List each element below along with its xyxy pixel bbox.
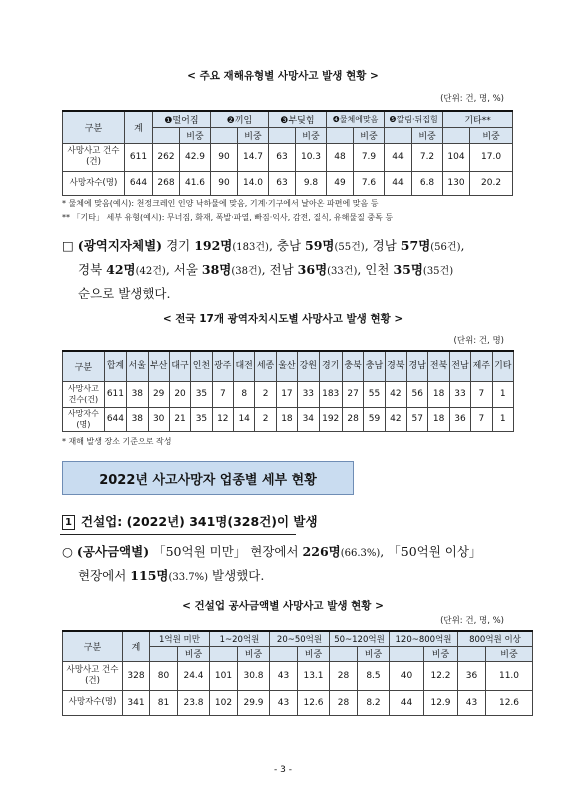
- table-cell: 59: [364, 407, 385, 431]
- table-cell: 49: [327, 171, 354, 195]
- table-cell: 7.2: [412, 143, 443, 171]
- table-cell: 2: [255, 407, 276, 431]
- table-cell: 14.7: [238, 143, 269, 171]
- col-header-ratio: 비중: [412, 127, 443, 143]
- col-header-amount: 20~50억원: [270, 631, 330, 646]
- table-cell: 42: [385, 407, 406, 431]
- table-cell: 183: [319, 381, 342, 407]
- table-cell: 12.9: [424, 690, 458, 715]
- table-cell: 13.1: [298, 661, 330, 690]
- table-row: [63, 690, 533, 715]
- accident-type-table: [62, 110, 513, 196]
- table-cell: 17: [276, 381, 297, 407]
- table-cell: 29: [148, 381, 169, 407]
- table-cell: 23.8: [178, 690, 210, 715]
- table-cell: 192: [319, 407, 342, 431]
- table-cell: 44: [385, 171, 412, 195]
- col-header-region: 대구: [169, 351, 190, 381]
- table-cell: 35: [191, 381, 212, 407]
- col-header-ratio: 비중: [178, 646, 210, 661]
- col-header-ratio: 비중: [358, 646, 390, 661]
- col-header-ratio: 비중: [424, 646, 458, 661]
- table-cell: 28: [330, 661, 358, 690]
- table2-note: * 재해 발생 장소 기준으로 작성: [62, 437, 172, 446]
- table-cell: 644: [104, 407, 126, 431]
- table-cell: 90: [211, 143, 238, 171]
- section-heading: [62, 512, 318, 530]
- table-cell: 12.6: [298, 690, 330, 715]
- col-header-type: 기타**: [443, 111, 513, 127]
- table-cell: 12: [212, 407, 233, 431]
- row-label: 사망사고 건수(건): [63, 661, 123, 690]
- table-cell: 33: [298, 381, 319, 407]
- row-label: 사망사고 건수(건): [63, 143, 125, 171]
- col-header-region: 인천: [191, 351, 212, 381]
- col-header-category: 구분: [63, 631, 123, 661]
- table-cell: 36: [458, 661, 486, 690]
- table-cell: 80: [150, 661, 178, 690]
- section-number: 1: [62, 515, 75, 530]
- col-header-region: 울산: [276, 351, 297, 381]
- col-header-region: 전남: [449, 351, 470, 381]
- col-header-ratio: 비중: [354, 127, 385, 143]
- col-header-ratio: 비중: [470, 127, 513, 143]
- table-cell: 42: [385, 381, 406, 407]
- table-cell: 42.9: [180, 143, 211, 171]
- table2-caption: < 전국 17개 광역자치시도별 사망사고 발생 현황 >: [162, 313, 404, 325]
- table-cell: 341: [123, 690, 150, 715]
- col-header-region: 충남: [364, 351, 385, 381]
- table-cell: 2: [255, 381, 276, 407]
- table-cell: 12.2: [424, 661, 458, 690]
- table-cell: 28: [330, 690, 358, 715]
- section-banner: 2022년 사고사망자 업종별 세부 현황: [62, 461, 354, 495]
- table-cell: 29.9: [238, 690, 270, 715]
- table-cell: 101: [210, 661, 238, 690]
- col-header-region: 경기: [319, 351, 342, 381]
- table-cell: 55: [364, 381, 385, 407]
- bullet-circle: ○: [62, 544, 73, 559]
- table-cell: 18: [428, 381, 449, 407]
- construction-paragraph: ○ (공사금액별) 「50억원 미만」 현장에서 226명(66.3%), 「50억원 이상」 현장에서 115명(33.7%) 발생했다.: [62, 544, 482, 583]
- col-header-region: 충북: [342, 351, 363, 381]
- page-number: - 3 -: [274, 765, 292, 775]
- table-cell: 35: [191, 407, 212, 431]
- col-header-amount: 800억원 이상: [458, 631, 533, 646]
- table-cell: 18: [428, 407, 449, 431]
- table-cell: 63: [269, 171, 296, 195]
- table-row: [63, 171, 513, 195]
- table-cell: 8: [234, 381, 255, 407]
- table-cell: 38: [127, 407, 148, 431]
- col-header-ratio: 비중: [298, 646, 330, 661]
- table-cell: 21: [169, 407, 190, 431]
- col-header-amount: 50~120억원: [330, 631, 390, 646]
- col-header-ratio: 비중: [238, 646, 270, 661]
- table-cell: 34: [298, 407, 319, 431]
- col-header-region: 전북: [428, 351, 449, 381]
- row-label: 사망자수(명): [63, 171, 125, 195]
- table-cell: 90: [211, 171, 238, 195]
- table-cell: 611: [104, 381, 126, 407]
- table-cell: 7: [471, 381, 492, 407]
- col-header-region: 합계: [104, 351, 126, 381]
- table-cell: 43: [458, 690, 486, 715]
- col-header-total: 계: [123, 631, 150, 661]
- col-header-type: ❷끼임: [211, 111, 269, 127]
- table-cell: 18: [276, 407, 297, 431]
- col-header-region: 제주: [471, 351, 492, 381]
- col-header-type: ❹물체에맞음: [327, 111, 385, 127]
- table-cell: 43: [270, 690, 298, 715]
- col-header-region: 대전: [234, 351, 255, 381]
- table-cell: 8.2: [358, 690, 390, 715]
- table-cell: 33: [449, 381, 470, 407]
- region-paragraph: □ (광역지자체별) 경기 192명(183건), 충남 59명(55건), 경남 57명(56건), 경북 42명(42건), 서울 38명(38건), 전남 36명(33건), 인천 35명(35건) 순으로 발생했다.: [62, 238, 465, 301]
- table-row: [63, 381, 514, 407]
- col-header-category: 구분: [63, 351, 105, 381]
- table-cell: 7.6: [354, 171, 385, 195]
- table-cell: 63: [269, 143, 296, 171]
- table1-note: ** 「기타」 세부 유형(예시): 무너짐, 화재, 폭발·파열, 빠짐·익사, 감전, 질식, 유해물질 중독 등: [62, 213, 394, 222]
- table1-caption: < 주요 재해유형별 사망사고 발생 현황 >: [187, 70, 379, 82]
- table-cell: 644: [125, 171, 153, 195]
- table-cell: 14: [234, 407, 255, 431]
- row-label: 사망사고 건수(건): [63, 381, 105, 407]
- table-cell: 28: [342, 407, 363, 431]
- table-cell: 40: [390, 661, 424, 690]
- table-cell: 20: [169, 381, 190, 407]
- table-cell: 6.8: [412, 171, 443, 195]
- col-header-ratio: 비중: [238, 127, 269, 143]
- table-cell: 27: [342, 381, 363, 407]
- table-cell: 30.8: [238, 661, 270, 690]
- section-underline: [60, 534, 296, 535]
- col-header-amount: 1~20억원: [210, 631, 270, 646]
- table-cell: 328: [123, 661, 150, 690]
- table-cell: 9.8: [296, 171, 327, 195]
- col-header-region: 서울: [127, 351, 148, 381]
- para-label: (광역지자체별): [77, 238, 163, 253]
- col-header-region: 세종: [255, 351, 276, 381]
- para-label: (공사금액별): [76, 544, 150, 559]
- col-header-category: 구분: [63, 111, 125, 143]
- table-cell: 24.4: [178, 661, 210, 690]
- row-label: 사망자수(명): [63, 690, 123, 715]
- col-header-amount: 120~800억원: [390, 631, 458, 646]
- table-cell: 262: [153, 143, 180, 171]
- table-cell: 1: [492, 381, 513, 407]
- section-title: 건설업: (2022년) 341명(328건)이 발생: [81, 514, 318, 529]
- col-header-ratio: 비중: [486, 646, 533, 661]
- construction-amount-table: [62, 630, 533, 716]
- table-cell: 17.0: [470, 143, 513, 171]
- bullet-square: □: [62, 238, 74, 253]
- table-cell: 8.5: [358, 661, 390, 690]
- col-header-total: 계: [125, 111, 153, 143]
- table-cell: 38: [127, 381, 148, 407]
- col-header-region: 강원: [298, 351, 319, 381]
- table-cell: 102: [210, 690, 238, 715]
- col-header-type: ❶떨어짐: [153, 111, 211, 127]
- table-cell: 104: [443, 143, 470, 171]
- table-cell: 44: [385, 143, 412, 171]
- table-cell: 268: [153, 171, 180, 195]
- table-cell: 41.6: [180, 171, 211, 195]
- table-cell: 44: [390, 690, 424, 715]
- col-header-ratio: 비중: [180, 127, 211, 143]
- col-header-type: ❺깔림·뒤집힘: [385, 111, 443, 127]
- table-row: [63, 143, 513, 171]
- table-cell: 48: [327, 143, 354, 171]
- row-label: 사망자수(명): [63, 407, 105, 431]
- col-header-region: 경남: [407, 351, 428, 381]
- table2-unit: (단위: 건, 명): [453, 336, 504, 346]
- col-header-amount: 1억원 미만: [150, 631, 210, 646]
- table-cell: 56: [407, 381, 428, 407]
- table-cell: 611: [125, 143, 153, 171]
- table-row: [63, 407, 514, 431]
- table-cell: 57: [407, 407, 428, 431]
- region-table: [62, 350, 514, 432]
- table-row: [63, 661, 533, 690]
- table3-unit: (단위: 건, 명, %): [440, 616, 504, 626]
- col-header-region: 기타: [492, 351, 513, 381]
- table-cell: 12.6: [486, 690, 533, 715]
- table-cell: 36: [449, 407, 470, 431]
- table3-caption: < 건설업 공사금액별 사망사고 발생 현황 >: [182, 600, 384, 612]
- col-header-region: 경북: [385, 351, 406, 381]
- table-cell: 81: [150, 690, 178, 715]
- table1-unit: (단위: 건, 명, %): [440, 94, 504, 104]
- table-cell: 14.0: [238, 171, 269, 195]
- col-header-region: 광주: [212, 351, 233, 381]
- table-cell: 1: [492, 407, 513, 431]
- table-cell: 7: [471, 407, 492, 431]
- table-cell: 7: [212, 381, 233, 407]
- table-cell: 10.3: [296, 143, 327, 171]
- table-cell: 30: [148, 407, 169, 431]
- col-header-region: 부산: [148, 351, 169, 381]
- table-cell: 11.0: [486, 661, 533, 690]
- table-cell: 7.9: [354, 143, 385, 171]
- col-header-ratio: 비중: [296, 127, 327, 143]
- table-cell: 130: [443, 171, 470, 195]
- table-cell: 20.2: [470, 171, 513, 195]
- table-cell: 43: [270, 661, 298, 690]
- table1-note: * 물체에 맞음(예시): 천정크레인 인양 낙하물에 맞음, 기계·기구에서 날아온 파편에 맞음 등: [62, 199, 379, 208]
- col-header-type: ❸부딪힘: [269, 111, 327, 127]
